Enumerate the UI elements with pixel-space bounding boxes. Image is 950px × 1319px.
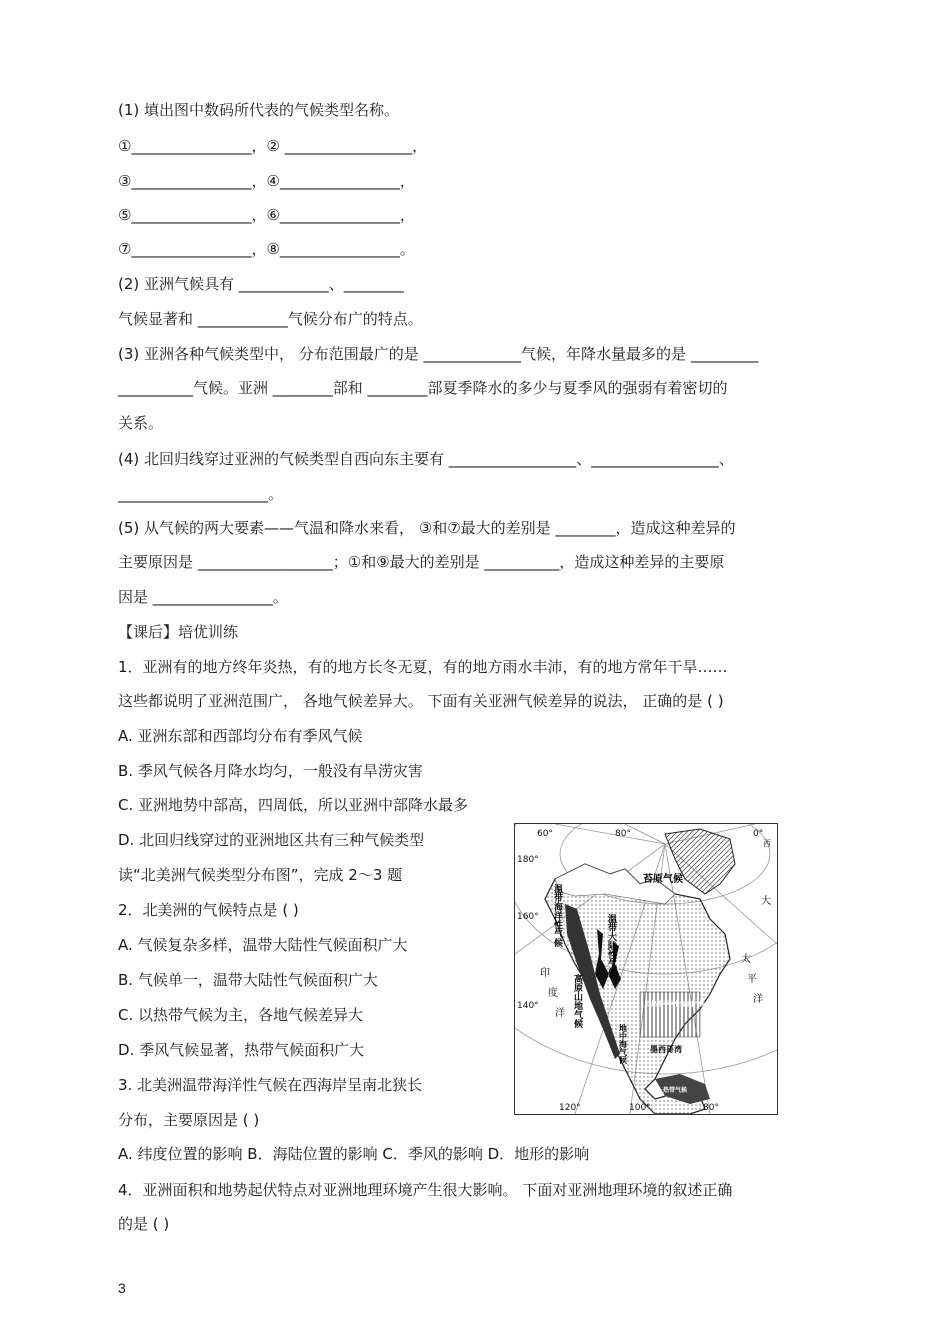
map-ocean-yin: 印: [540, 968, 550, 979]
map-lon-180: 180°: [517, 855, 539, 865]
q2-line1: (2) 亚洲气候具有 ____________、________: [118, 275, 404, 293]
map-svg: [515, 824, 777, 1114]
item3-options: A. 纬度位置的影响 B．海陆位置的影响 C．季风的影响 D．地形的影响: [118, 1145, 590, 1163]
map-label-subtropical-humid: 亚热带季风性湿润气候: [645, 1001, 706, 1008]
q5-line1: (5) 从气候的两大要素——气温和降水来看， ③和⑦最大的差别是 ________，造成这种差异的: [118, 519, 736, 537]
item2-option-a: A. 气候复杂多样，温带大陆性气候面积广大: [118, 936, 408, 954]
map-east-tai: 太: [741, 954, 751, 965]
item2-stem: 2．北美洲的气候特点是 ( ): [118, 901, 299, 919]
map-lon-100: 100°: [629, 1103, 651, 1113]
item2-option-d: D. 季风气候显著，热带气候面积广大: [118, 1041, 365, 1059]
item1-option-b: B. 季风气候各月降水均匀，一般没有旱涝灾害: [118, 762, 423, 780]
q3-line2: __________气候。亚洲 ________部和 ________部夏季降水的多少与夏季风的强弱有着密切的: [118, 379, 728, 397]
section-title: 【课后】培优训练: [118, 623, 239, 641]
map-label-temperate-continental: 温带大陆性气候: [606, 914, 616, 977]
map-lon-0: 0°: [753, 829, 764, 839]
map-lat-140: 140°: [517, 1001, 539, 1011]
map-label-temperate-oceanic: 温带海洋性气候: [552, 884, 562, 947]
q4-line2: ____________________。: [118, 485, 284, 503]
read-map-instruction: 读“北美洲气候类型分布图”，完成 2～3 题: [118, 866, 403, 884]
map-east-da: 大: [761, 896, 771, 907]
item2-option-c: C. 以热带气候为主，各地气候差异大: [118, 1006, 364, 1024]
map-ocean-du: 度: [548, 988, 558, 999]
item4-stem-line2: 的是 ( ): [118, 1215, 170, 1233]
q1-blanks-row4: ⑦________________，⑧________________。: [118, 240, 415, 258]
q5-line3: 因是 ________________。: [118, 588, 288, 606]
page-number: 3: [118, 1280, 126, 1296]
q3-line3: 关系。: [118, 414, 164, 432]
item3-stem-line2: 分布，主要原因是 ( ): [118, 1111, 260, 1129]
item1-option-d: D. 北回归线穿过的亚洲地区共有三种气候类型: [118, 831, 425, 849]
map-lon-80b: 80°: [703, 1103, 719, 1113]
q1-blanks-row3: ⑤________________，⑥________________，: [118, 206, 415, 224]
item1-option-a: A. 亚洲东部和西部均分布有季风气候: [118, 727, 363, 745]
q5-line2: 主要原因是 __________________；①和⑨最大的差别是 __________，造成这种差异的主要原: [118, 553, 725, 571]
subtropical-humid-region: [640, 992, 700, 1037]
map-label-gulf: 墨西哥湾: [650, 1045, 682, 1054]
item1-stem-line1: 1．亚洲有的地方终年炎热，有的地方长冬无夏，有的地方雨水丰沛，有的地方常年干旱……: [118, 658, 728, 676]
item4-stem-line1: 4．亚洲面积和地势起伏特点对亚洲地理环境产生很大影响。 下面对亚洲地理环境的叙述正确: [118, 1181, 733, 1199]
north-america-climate-map: [514, 823, 778, 1115]
item1-stem-line2: 这些都说明了亚洲范围广， 各地气候差异大。 下面有关亚洲气候差异的说法， 正确的是 ( ): [118, 692, 724, 710]
map-lat-160: 160°: [517, 912, 539, 922]
item3-stem-line1: 3. 北美洲温带海洋性气候在西海岸呈南北狭长: [118, 1076, 423, 1094]
q4-line1: (4) 北回归线穿过亚洲的气候类型自西向东主要有 _________________、_________________、: [118, 450, 734, 468]
map-lon-60: 60°: [537, 829, 553, 839]
q3-line1: (3) 亚洲各种气候类型中， 分布范围最广的是 _____________气候，年降水量最多的是 _________: [118, 345, 759, 363]
map-label-mediterranean: 地中海气候: [618, 1024, 628, 1064]
q2-line2: 气候显著和 ____________气候分布广的特点。: [118, 310, 423, 328]
q1-blanks-row2: ③________________，④________________，: [118, 172, 415, 190]
q1-blanks-row1: ①________________，② _________________，: [118, 137, 428, 155]
map-lon-80: 80°: [615, 829, 631, 839]
item2-option-b: B. 气候单一，温带大陆性气候面积广大: [118, 971, 378, 989]
map-label-tropical: 热带气候: [663, 1087, 688, 1094]
map-east-yang: 洋: [753, 994, 763, 1005]
map-east-ping: 平: [747, 974, 757, 985]
q1-title: (1) 填出图中数码所代表的气候类型名称。: [118, 101, 400, 119]
map-label-tundra: 苔原气候: [643, 874, 683, 885]
item1-option-c: C. 亚洲地势中部高，四周低，所以亚洲中部降水最多: [118, 796, 469, 814]
map-label-highland: 高原山地气候: [572, 974, 582, 1028]
map-label-xi: 西: [763, 839, 771, 848]
map-ocean-yang: 洋: [555, 1008, 565, 1019]
map-lon-120: 120°: [559, 1103, 581, 1113]
